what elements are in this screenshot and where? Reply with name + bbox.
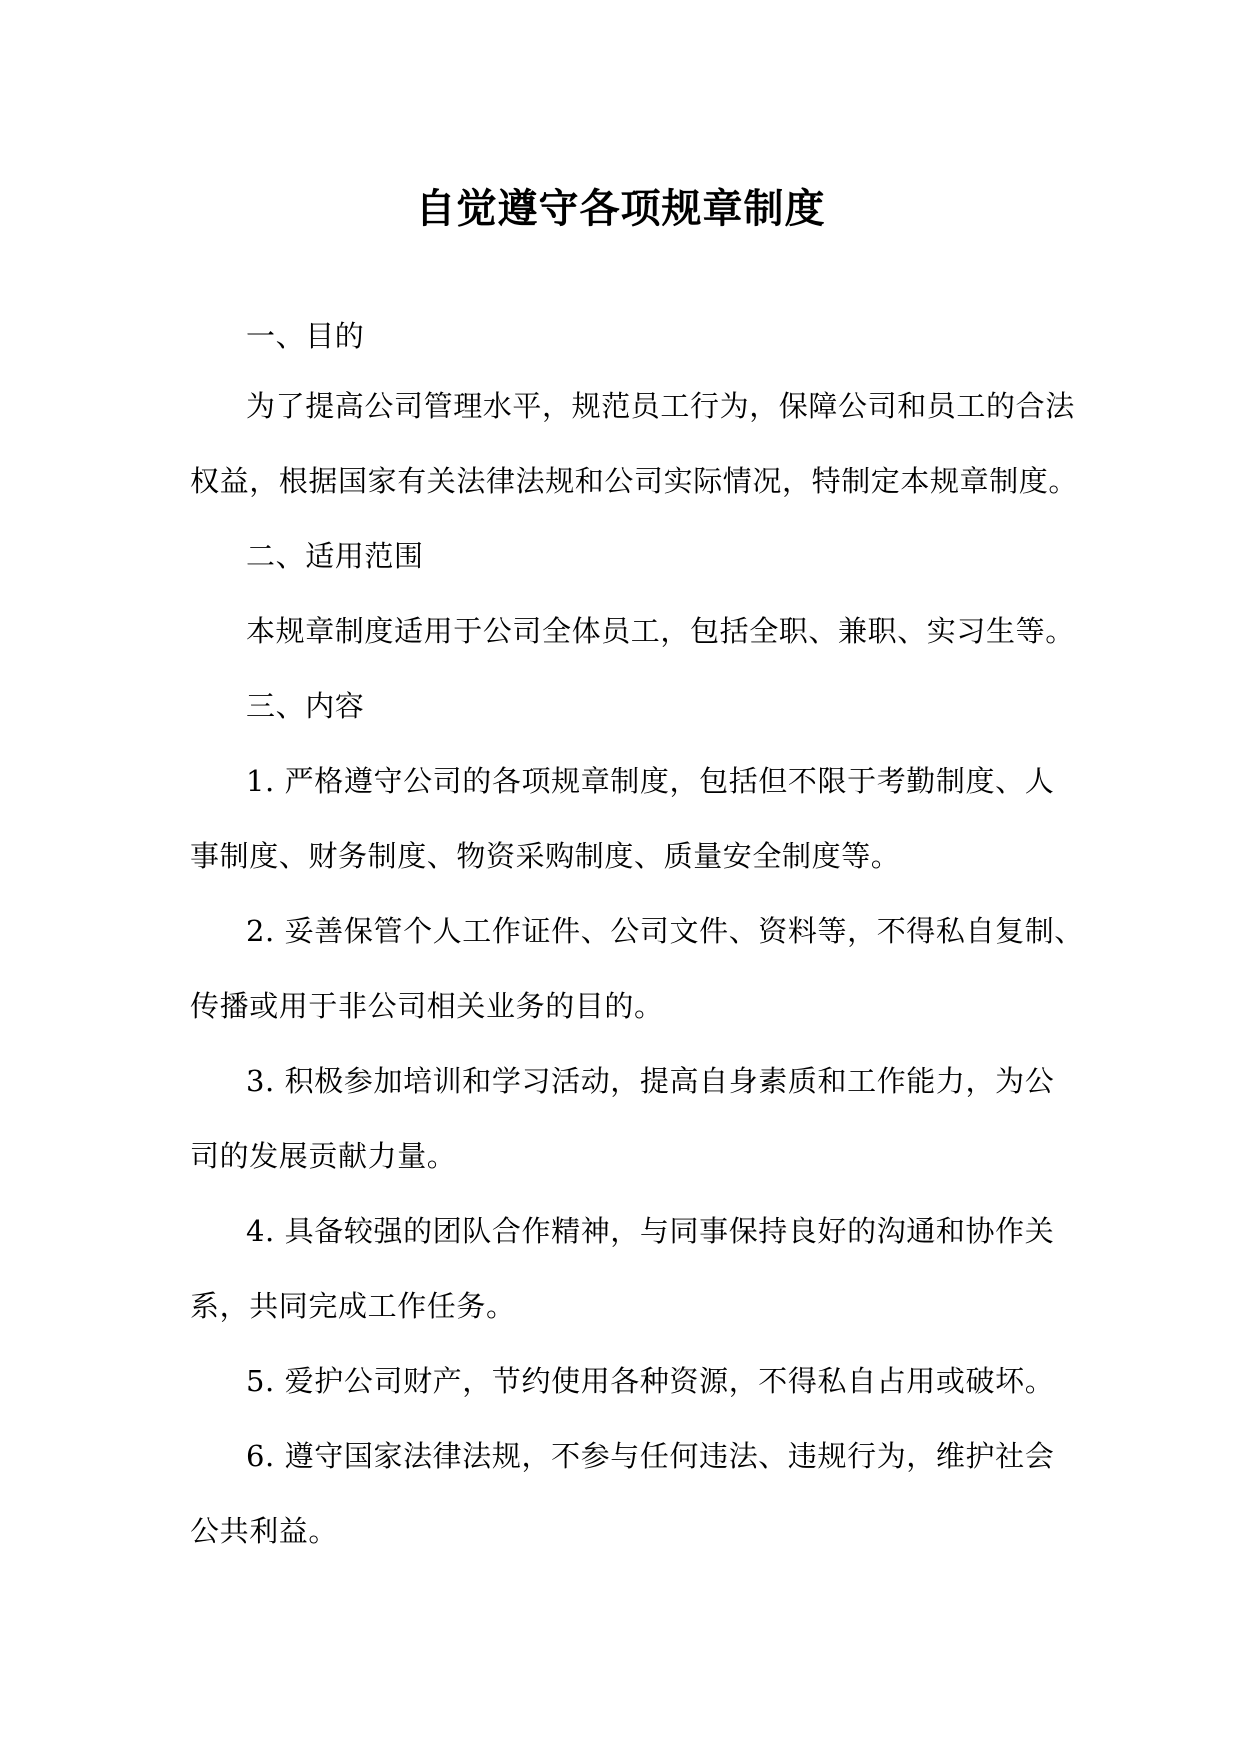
paragraph-line: 为了提高公司管理水平，规范员工行为，保障公司和员工的合法 xyxy=(246,389,1075,423)
section-heading-content: 三、内容 xyxy=(246,689,365,723)
paragraph-line: 本规章制度适用于公司全体员工，包括全职、兼职、实习生等。 xyxy=(246,614,1075,648)
list-item-line: 4. 具备较强的团队合作精神，与同事保持良好的沟通和协作关 xyxy=(246,1214,1055,1248)
section-heading-scope: 二、适用范围 xyxy=(246,539,424,573)
section-heading-purpose: 一、目的 xyxy=(246,319,365,353)
list-item-line: 3. 积极参加培训和学习活动，提高自身素质和工作能力，为公 xyxy=(246,1064,1055,1098)
paragraph-line: 权益，根据国家有关法律法规和公司实际情况，特制定本规章制度。 xyxy=(190,464,1079,498)
list-item-line: 司的发展贡献力量。 xyxy=(190,1139,457,1173)
list-item-line: 1. 严格遵守公司的各项规章制度，包括但不限于考勤制度、人 xyxy=(246,764,1055,798)
list-item-line: 事制度、财务制度、物资采购制度、质量安全制度等。 xyxy=(190,839,901,873)
list-item-line: 5. 爱护公司财产，节约使用各种资源，不得私自占用或破坏。 xyxy=(246,1364,1055,1398)
list-item-line: 6. 遵守国家法律法规，不参与任何违法、违规行为，维护社会 xyxy=(246,1439,1055,1473)
document-title: 自觉遵守各项规章制度 xyxy=(415,185,826,232)
list-item-line: 传播或用于非公司相关业务的目的。 xyxy=(190,989,664,1023)
list-item-line: 2. 妥善保管个人工作证件、公司文件、资料等，不得私自复制、 xyxy=(246,914,1084,948)
list-item-line: 公共利益。 xyxy=(190,1514,339,1548)
list-item-line: 系，共同完成工作任务。 xyxy=(190,1289,516,1323)
